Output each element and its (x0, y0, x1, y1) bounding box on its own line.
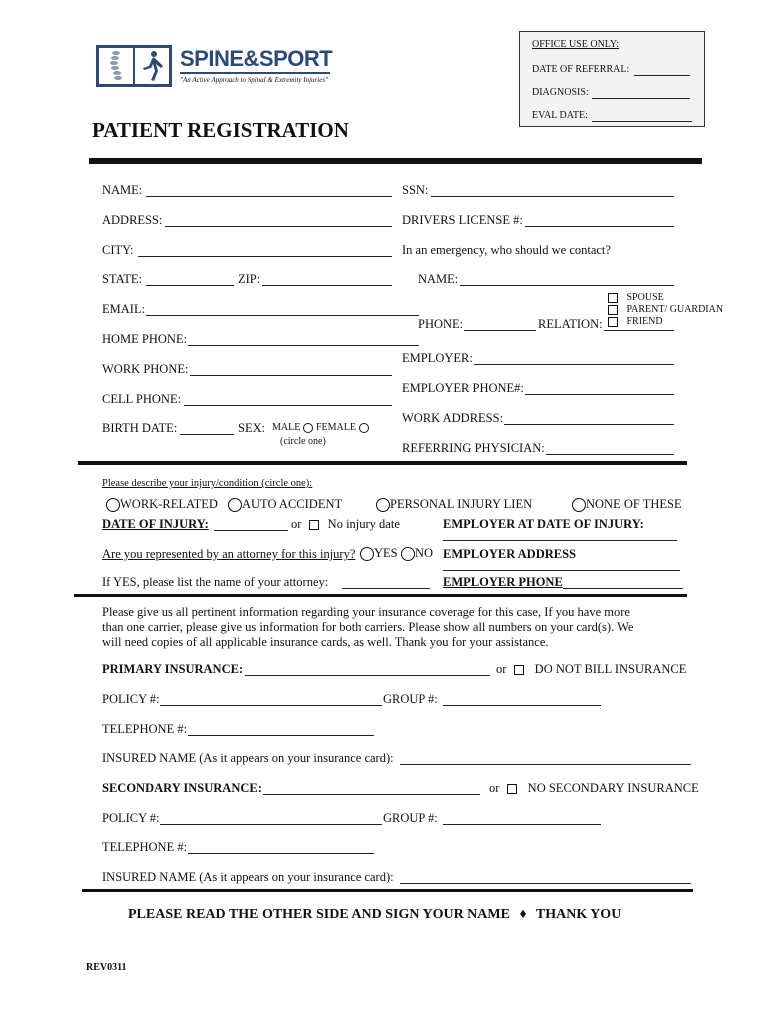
primary-group-field[interactable] (443, 705, 601, 706)
email-field[interactable] (146, 315, 419, 316)
brand-tagline: "An Active Approach to Spinal & Extremity Injuries" (180, 76, 328, 84)
primary-telephone-field[interactable] (188, 735, 374, 736)
emergency-name-label: NAME: (418, 272, 459, 286)
zip-label: ZIP: (238, 272, 261, 286)
employer-phone-field[interactable] (525, 394, 674, 395)
relation-option-parent[interactable]: PARENT/ GUARDIAN (608, 304, 723, 315)
emergency-phone-field[interactable] (464, 330, 536, 331)
sex-female-option[interactable]: FEMALE (316, 422, 369, 433)
primary-insured-name-label: INSURED NAME (As it appears on your insurance card): (102, 751, 394, 765)
insurance-section-rule (74, 594, 687, 597)
work-phone-label: WORK PHONE: (102, 362, 189, 376)
drivers-license-field[interactable] (525, 226, 674, 227)
no-injury-date-option[interactable]: or No injury date (291, 517, 400, 531)
relation-option-friend[interactable]: FRIEND (608, 316, 663, 327)
attorney-yes-option[interactable]: YES (360, 546, 398, 561)
primary-insured-name-field[interactable] (400, 764, 691, 765)
revision-code: REV0311 (86, 962, 127, 973)
birth-date-label: BIRTH DATE: (102, 421, 178, 435)
employer-at-injury-label: EMPLOYER AT DATE OF INJURY: (443, 517, 644, 531)
parent-guardian-checkbox[interactable] (608, 305, 618, 315)
injury-option-auto[interactable]: AUTO ACCIDENT (228, 497, 342, 512)
drivers-license-label: DRIVERS LICENSE #: (402, 213, 523, 227)
primary-insurance-label: PRIMARY INSURANCE: (102, 662, 244, 676)
attorney-no-radio[interactable] (401, 547, 415, 561)
employer-phone-injury-label: EMPLOYER PHONE (443, 575, 563, 589)
diamond-icon: ♦ (519, 907, 527, 922)
diagnosis-label: DIAGNOSIS: (532, 87, 589, 98)
referring-physician-label: REFERRING PHYSICIAN: (402, 441, 545, 455)
attorney-question: Are you represented by an attorney for this injury? (102, 547, 356, 561)
secondary-insurance-label: SECONDARY INSURANCE: (102, 781, 262, 795)
work-phone-field[interactable] (190, 375, 392, 376)
secondary-group-label: GROUP #: (383, 811, 438, 825)
no-secondary-checkbox[interactable] (507, 784, 517, 794)
relation-field[interactable] (604, 330, 674, 331)
injury-option-work[interactable]: WORK-RELATED (106, 497, 218, 512)
ssn-label: SSN: (402, 183, 429, 197)
employer-address-label: EMPLOYER ADDRESS (443, 547, 577, 561)
city-field[interactable] (138, 256, 392, 257)
date-of-injury-label: DATE OF INJURY: (102, 517, 209, 531)
cell-phone-field[interactable] (184, 405, 392, 406)
referring-physician-field[interactable] (546, 454, 674, 455)
ssn-field[interactable] (431, 196, 674, 197)
brand-name: SPINE&SPORT (180, 46, 333, 71)
injury-describe-label: Please describe your injury/condition (circle one): (102, 478, 313, 489)
insurance-intro-line-3: will need copies of all applicable insurance cards, as well. Thank you for your assistance. (102, 635, 549, 649)
emergency-name-field[interactable] (460, 285, 674, 286)
personal-injury-lien-radio[interactable] (376, 498, 390, 512)
office-use-box (519, 31, 705, 127)
employer-address-field[interactable] (443, 570, 680, 571)
cell-phone-label: CELL PHONE: (102, 392, 182, 406)
date-of-referral-label: DATE OF REFERRAL: (532, 64, 630, 75)
logo-mark (96, 45, 172, 87)
birth-date-field[interactable] (180, 434, 234, 435)
attorney-name-field[interactable] (342, 588, 430, 589)
primary-policy-field[interactable] (160, 705, 382, 706)
office-use-heading: OFFICE USE ONLY: (532, 39, 619, 50)
injury-option-lien[interactable]: PERSONAL INJURY LIEN (376, 497, 532, 512)
relation-option-spouse[interactable]: SPOUSE (608, 292, 664, 303)
work-address-field[interactable] (504, 424, 674, 425)
spine-figure-icon (99, 48, 169, 84)
relation-label: RELATION: (538, 317, 603, 331)
secondary-insured-name-field[interactable] (400, 883, 691, 884)
circle-one-note: (circle one) (280, 436, 326, 447)
footer-notice: PLEASE READ THE OTHER SIDE AND SIGN YOUR NAME ♦ THANK YOU (128, 907, 622, 922)
name-field[interactable] (146, 196, 392, 197)
secondary-group-field[interactable] (443, 824, 601, 825)
injury-option-none[interactable]: NONE OF THESE (572, 497, 682, 512)
none-of-these-radio[interactable] (572, 498, 586, 512)
footer-rule (82, 889, 693, 892)
injury-section-rule (78, 461, 687, 465)
zip-field[interactable] (262, 285, 392, 286)
home-phone-field[interactable] (188, 345, 419, 346)
employer-phone-injury-field[interactable] (563, 588, 683, 589)
work-address-label: WORK ADDRESS: (402, 411, 504, 425)
address-label: ADDRESS: (102, 213, 163, 227)
insurance-intro-line-1: Please give us all pertinent information regarding your insurance coverage for this case, If you have more (102, 605, 630, 619)
sex-male-option[interactable]: MALE (272, 422, 313, 433)
friend-checkbox[interactable] (608, 317, 618, 327)
no-secondary-option[interactable]: or NO SECONDARY INSURANCE (489, 781, 699, 795)
do-not-bill-option[interactable]: or DO NOT BILL INSURANCE (496, 662, 687, 676)
sex-label: SEX: (238, 421, 266, 435)
work-related-radio[interactable] (106, 498, 120, 512)
male-radio[interactable] (303, 423, 313, 433)
attorney-name-label: If YES, please list the name of your attorney: (102, 575, 329, 589)
attorney-yes-radio[interactable] (360, 547, 374, 561)
state-field[interactable] (146, 285, 234, 286)
primary-insurance-field[interactable] (245, 675, 490, 676)
diagnosis-line[interactable] (592, 98, 690, 99)
secondary-telephone-label: TELEPHONE #: (102, 840, 188, 854)
employer-at-injury-field[interactable] (443, 540, 677, 541)
emergency-contact-heading: In an emergency, who should we contact? (402, 243, 611, 257)
secondary-policy-field[interactable] (160, 824, 382, 825)
city-label: CITY: (102, 243, 134, 257)
secondary-insurance-field[interactable] (263, 794, 480, 795)
address-field[interactable] (165, 226, 392, 227)
employer-field[interactable] (474, 364, 674, 365)
do-not-bill-checkbox[interactable] (514, 665, 524, 675)
email-label: EMAIL: (102, 302, 146, 316)
eval-date-label: EVAL DATE: (532, 110, 588, 121)
date-of-referral-line[interactable] (634, 75, 690, 76)
secondary-insured-name-label: INSURED NAME (As it appears on your insurance card): (102, 870, 394, 884)
title-rule (89, 158, 702, 164)
insurance-intro-line-2: than one carrier, please give us information for both carriers. Please show all numbers on your card(s). We (102, 620, 634, 634)
employer-phone-label: EMPLOYER PHONE#: (402, 381, 524, 395)
employer-label: EMPLOYER: (402, 351, 473, 365)
page-title: PATIENT REGISTRATION (92, 118, 349, 142)
female-radio[interactable] (359, 423, 369, 433)
home-phone-label: HOME PHONE: (102, 332, 188, 346)
date-of-injury-field[interactable] (214, 530, 288, 531)
eval-date-line[interactable] (592, 121, 692, 122)
name-label: NAME: (102, 183, 143, 197)
no-injury-date-checkbox[interactable] (309, 520, 319, 530)
primary-telephone-label: TELEPHONE #: (102, 722, 188, 736)
state-label: STATE: (102, 272, 142, 286)
secondary-telephone-field[interactable] (188, 853, 374, 854)
secondary-policy-label: POLICY #: (102, 811, 160, 825)
emergency-phone-label: PHONE: (418, 317, 464, 331)
attorney-no-option[interactable]: NO (401, 546, 433, 561)
primary-group-label: GROUP #: (383, 692, 438, 706)
spouse-checkbox[interactable] (608, 293, 618, 303)
primary-policy-label: POLICY #: (102, 692, 160, 706)
brand-underline (180, 72, 330, 74)
auto-accident-radio[interactable] (228, 498, 242, 512)
